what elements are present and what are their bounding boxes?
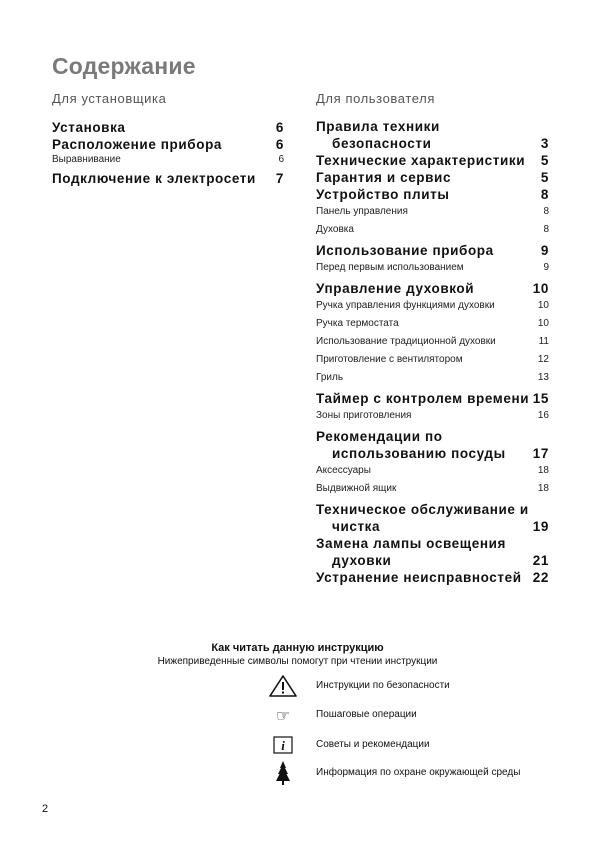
installer-toc	[52, 119, 284, 187]
legend-item-steps	[266, 703, 556, 727]
toc-entry-text: Выдвижной ящик	[316, 483, 397, 494]
toc-entry-text: Перед первым использованием	[316, 262, 464, 273]
toc-entry-page: 17	[532, 446, 549, 461]
svg-text:i: i	[281, 738, 285, 753]
toc-entry-page: 18	[537, 483, 549, 494]
legend-title: Как читать данную инструкцию	[211, 642, 384, 654]
toc-entry-page: 5	[540, 153, 549, 168]
toc-entry-text: Установка	[52, 120, 126, 135]
toc-entry[interactable]	[52, 136, 284, 153]
toc-entry-text: Использование традиционной духовки	[316, 336, 496, 347]
warning-triangle-icon	[266, 674, 300, 698]
toc-entry-text: Приготовление с вентилятором	[316, 354, 463, 365]
toc-subentry[interactable]	[316, 462, 549, 480]
legend-item-text: Советы и рекомендации	[316, 739, 430, 750]
toc-entry-text: Гарантия и сервис	[316, 170, 452, 185]
toc-entry[interactable]	[52, 119, 284, 136]
legend-item-safety	[266, 674, 556, 698]
toc-entry-page: 21	[532, 553, 549, 568]
toc-entry-page: 16	[537, 410, 549, 421]
toc-entry-text: Управление духовкой	[316, 281, 475, 296]
toc-entry[interactable]	[316, 169, 549, 186]
toc-subentry[interactable]	[316, 351, 549, 369]
toc-entry[interactable]	[316, 535, 549, 552]
toc-entry-text: Рекомендации по	[316, 429, 443, 444]
page-title: Содержание	[52, 53, 196, 79]
toc-entry[interactable]	[316, 428, 549, 445]
toc-entry-page: 18	[537, 465, 549, 476]
toc-entry[interactable]	[316, 518, 549, 535]
toc-subentry[interactable]	[316, 221, 549, 239]
toc-entry-text: Правила техники	[316, 119, 440, 134]
toc-entry-text: Таймер с контролем времени	[316, 391, 530, 406]
user-heading: Для пользователя	[316, 91, 435, 106]
toc-entry-page: 7	[275, 171, 284, 186]
toc-entry-page: 13	[537, 372, 549, 383]
legend-item-text: Инструкции по безопасности	[316, 680, 450, 691]
toc-entry-text: Зоны приготовления	[316, 410, 412, 421]
toc-entry[interactable]	[316, 280, 549, 297]
toc-entry-text: Подключение к электросети	[52, 171, 256, 186]
info-icon	[266, 733, 300, 757]
toc-entry-text: Аксессуары	[316, 465, 371, 476]
toc-subentry[interactable]	[316, 480, 549, 498]
toc-entry[interactable]	[316, 501, 549, 518]
toc-entry-page: 10	[537, 300, 549, 311]
installer-heading: Для установщика	[52, 91, 167, 106]
toc-entry[interactable]	[316, 186, 549, 203]
toc-entry-text: Гриль	[316, 372, 344, 383]
toc-entry[interactable]	[316, 118, 549, 135]
toc-entry-text: Ручка управления функциями духовки	[316, 300, 495, 311]
legend-item-text: Пошаговые операции	[316, 709, 417, 720]
toc-subentry[interactable]	[52, 153, 284, 167]
toc-entry-text: Духовка	[316, 224, 354, 235]
toc-entry-page: 5	[540, 170, 549, 185]
toc-entry-text: Использование прибора	[316, 243, 494, 258]
toc-entry-text: Устранение неисправностей	[316, 570, 522, 585]
legend-subtitle: Нижеприведенные символы помогут при чтении инструкции	[157, 656, 438, 667]
tree-icon	[266, 761, 300, 785]
toc-entry-page: 11	[538, 336, 549, 347]
toc-entry[interactable]	[316, 152, 549, 169]
toc-entry[interactable]	[316, 569, 549, 586]
toc-entry-text: Замена лампы освещения	[316, 536, 507, 551]
toc-entry-page: 8	[543, 224, 549, 235]
user-toc	[316, 118, 549, 586]
toc-entry-page: 10	[532, 281, 549, 296]
toc-entry-page: 8	[543, 206, 549, 217]
legend-item-text: Информация по охране окружающей среды	[316, 767, 521, 778]
toc-entry[interactable]	[316, 135, 549, 152]
toc-subentry[interactable]	[316, 203, 549, 221]
toc-entry-page: 22	[532, 570, 549, 585]
toc-entry-text: Техническое обслуживание и	[316, 502, 529, 517]
legend-item-tips	[266, 733, 556, 757]
toc-entry-page: 3	[540, 136, 549, 151]
toc-subentry[interactable]	[316, 315, 549, 333]
toc-entry-text: использованию посуды	[332, 446, 506, 461]
toc-entry-page: 6	[275, 137, 284, 152]
toc-entry[interactable]	[316, 242, 549, 259]
toc-entry-text: Панель управления	[316, 206, 408, 217]
toc-entry-page: 9	[543, 262, 549, 273]
toc-entry-page: 6	[275, 120, 284, 135]
legend-item-environment	[266, 761, 556, 785]
toc-entry-page: 6	[278, 154, 284, 165]
toc-entry-text: духовки	[332, 553, 392, 568]
toc-entry-text: Расположение прибора	[52, 137, 223, 152]
toc-entry-page: 15	[532, 391, 549, 406]
toc-entry-text: Ручка термостата	[316, 318, 399, 329]
toc-entry[interactable]	[52, 170, 284, 187]
pointing-hand-icon: ☞	[275, 705, 291, 725]
toc-subentry[interactable]	[316, 297, 549, 315]
toc-entry-page: 8	[540, 187, 549, 202]
toc-entry-page: 19	[532, 519, 549, 534]
toc-entry-text: Технические характеристики	[316, 153, 526, 168]
toc-subentry[interactable]	[316, 333, 549, 351]
toc-entry-text: Устройство плиты	[316, 187, 450, 202]
toc-entry-text: чистка	[332, 519, 381, 534]
page-number: 2	[42, 803, 49, 815]
toc-subentry[interactable]	[316, 369, 549, 387]
toc-entry-text: Выравнивание	[52, 154, 121, 165]
toc-entry-page: 10	[537, 318, 549, 329]
toc-entry[interactable]	[316, 552, 549, 569]
toc-subentry[interactable]	[316, 259, 549, 277]
toc-entry[interactable]	[316, 390, 549, 407]
toc-entry[interactable]	[316, 445, 549, 462]
toc-entry-page: 9	[540, 243, 549, 258]
toc-entry-text: безопасности	[332, 136, 432, 151]
toc-entry-page: 12	[537, 354, 549, 365]
toc-subentry[interactable]	[316, 407, 549, 425]
